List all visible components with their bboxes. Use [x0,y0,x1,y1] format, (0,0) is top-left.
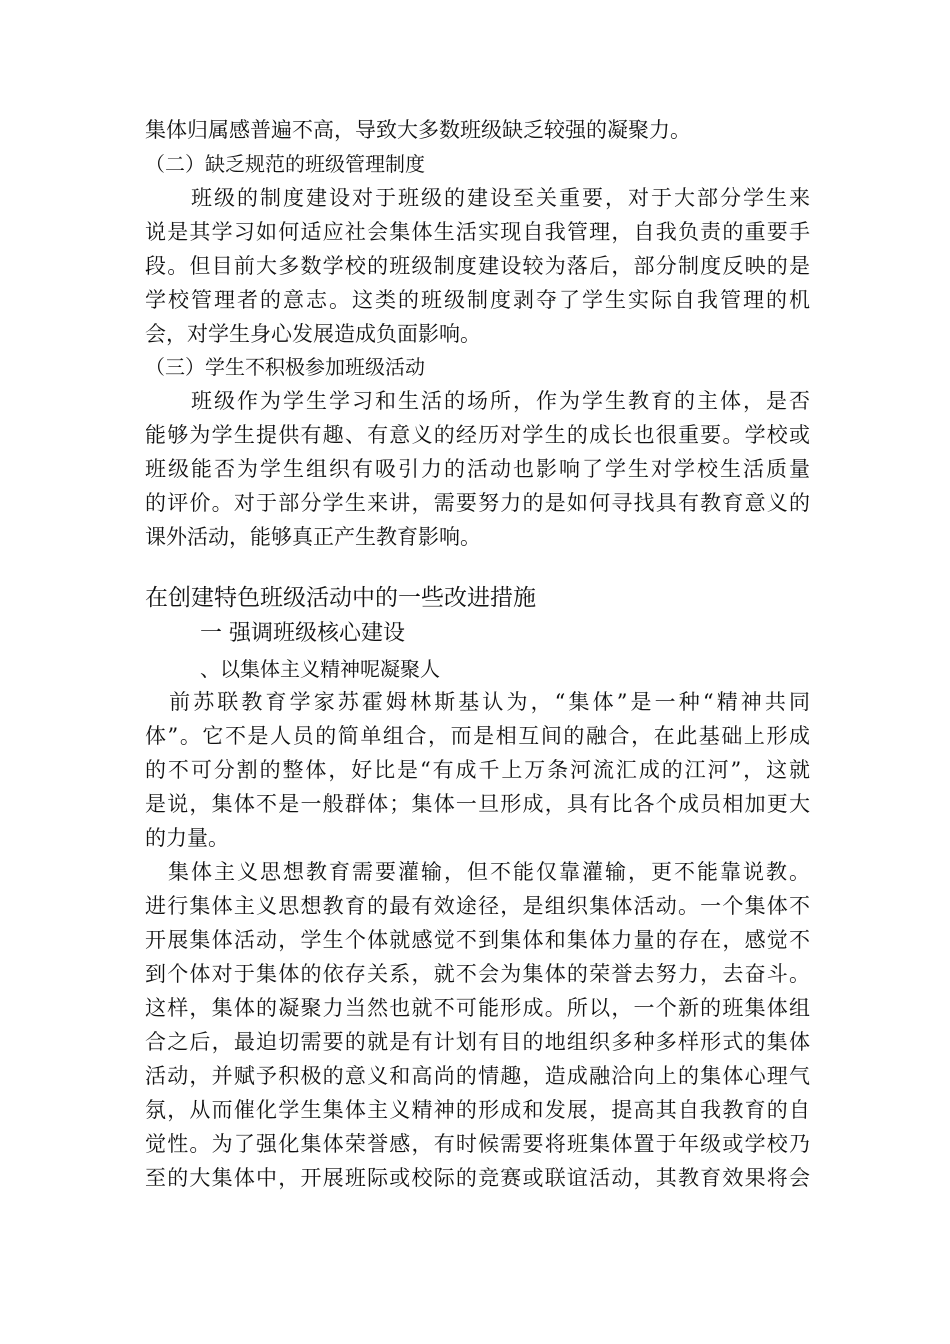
paragraph-line: 课外活动，能够真正产生教育影响。 [145,525,481,549]
paragraph-line: 至的大集体中，开展班际或校际的竞赛或联谊活动，其教育效果将会 [145,1166,810,1190]
paragraph-line: 的评价。对于部分学生来讲，需要努力的是如何寻找具有教育意义的 [145,491,810,515]
paragraph-line: 这样，集体的凝聚力当然也就不可能形成。所以，一个新的班集体组 [145,996,810,1020]
paragraph-line: 觉性。为了强化集体荣誉感，有时候需要将班集体置于年级或学校乃 [145,1132,810,1156]
continued-text-line: 集体归属感普遍不高，导致大多数班级缺乏较强的凝聚力。 [145,118,691,142]
paragraph-line: 学校管理者的意志。这类的班级制度剥夺了学生实际自我管理的机 [145,288,810,312]
subsubsection-title: 、以集体主义精神呢凝聚人 [200,657,440,681]
paragraph-line: 体”。它不是人员的简单组合，而是相互间的融合，在此基础上形成 [145,724,810,748]
paragraph-line: 的力量。 [145,826,229,850]
subsection-title: 一 强调班级核心建设 [200,621,405,646]
paragraph-line: 集体主义思想教育需要灌输，但不能仅靠灌输，更不能靠说教。 [145,860,810,884]
paragraph-line: 是说，集体不是一般群体；集体一旦形成，具有比各个成员相加更大 [145,792,810,816]
paragraph-line: 到个体对于集体的依存关系，就不会为集体的荣誉去努力，去奋斗。 [145,962,810,986]
paragraph-line: 能够为学生提供有趣、有意义的经历对学生的成长也很重要。学校或 [145,423,810,447]
paragraph-line: 进行集体主义思想教育的最有效途径，是组织集体活动。一个集体不 [145,894,810,918]
paragraph-line: 前苏联教育学家苏霍姆林斯基认为，“集体”是一种“精神共同 [145,690,810,714]
paragraph-line: 班级的制度建设对于班级的建设至关重要，对于大部分学生来 [145,186,810,210]
paragraph-line: 开展集体活动，学生个体就感觉不到集体和集体力量的存在，感觉不 [145,928,810,952]
paragraph-line: 的不可分割的整体，好比是“有成千上万条河流汇成的江河”，这就 [145,758,810,782]
paragraph-line: 段。但目前大多数学校的班级制度建设较为落后，部分制度反映的是 [145,254,810,278]
paragraph-line: 氛，从而催化学生集体主义精神的形成和发展，提高其自我教育的自 [145,1098,810,1122]
paragraph-line: 班级能否为学生组织有吸引力的活动也影响了学生对学校生活质量 [145,457,810,481]
paragraph-line: 会，对学生身心发展造成负面影响。 [145,322,481,346]
paragraph-line: 说是其学习如何适应社会集体生活实现自我管理，自我负责的重要手 [145,220,810,244]
heading-section-3: （三）学生不积极参加班级活动 [145,355,425,379]
section-title: 在创建特色班级活动中的一些改进措施 [145,585,536,611]
paragraph-line: 班级作为学生学习和生活的场所，作为学生教育的主体，是否 [145,389,810,413]
heading-section-2: （二）缺乏规范的班级管理制度 [145,152,425,176]
paragraph-line: 活动，并赋予积极的意义和高尚的情趣，造成融洽向上的集体心理气 [145,1064,810,1088]
paragraph-line: 合之后，最迫切需要的就是有计划有目的地组织多种多样形式的集体 [145,1030,810,1054]
